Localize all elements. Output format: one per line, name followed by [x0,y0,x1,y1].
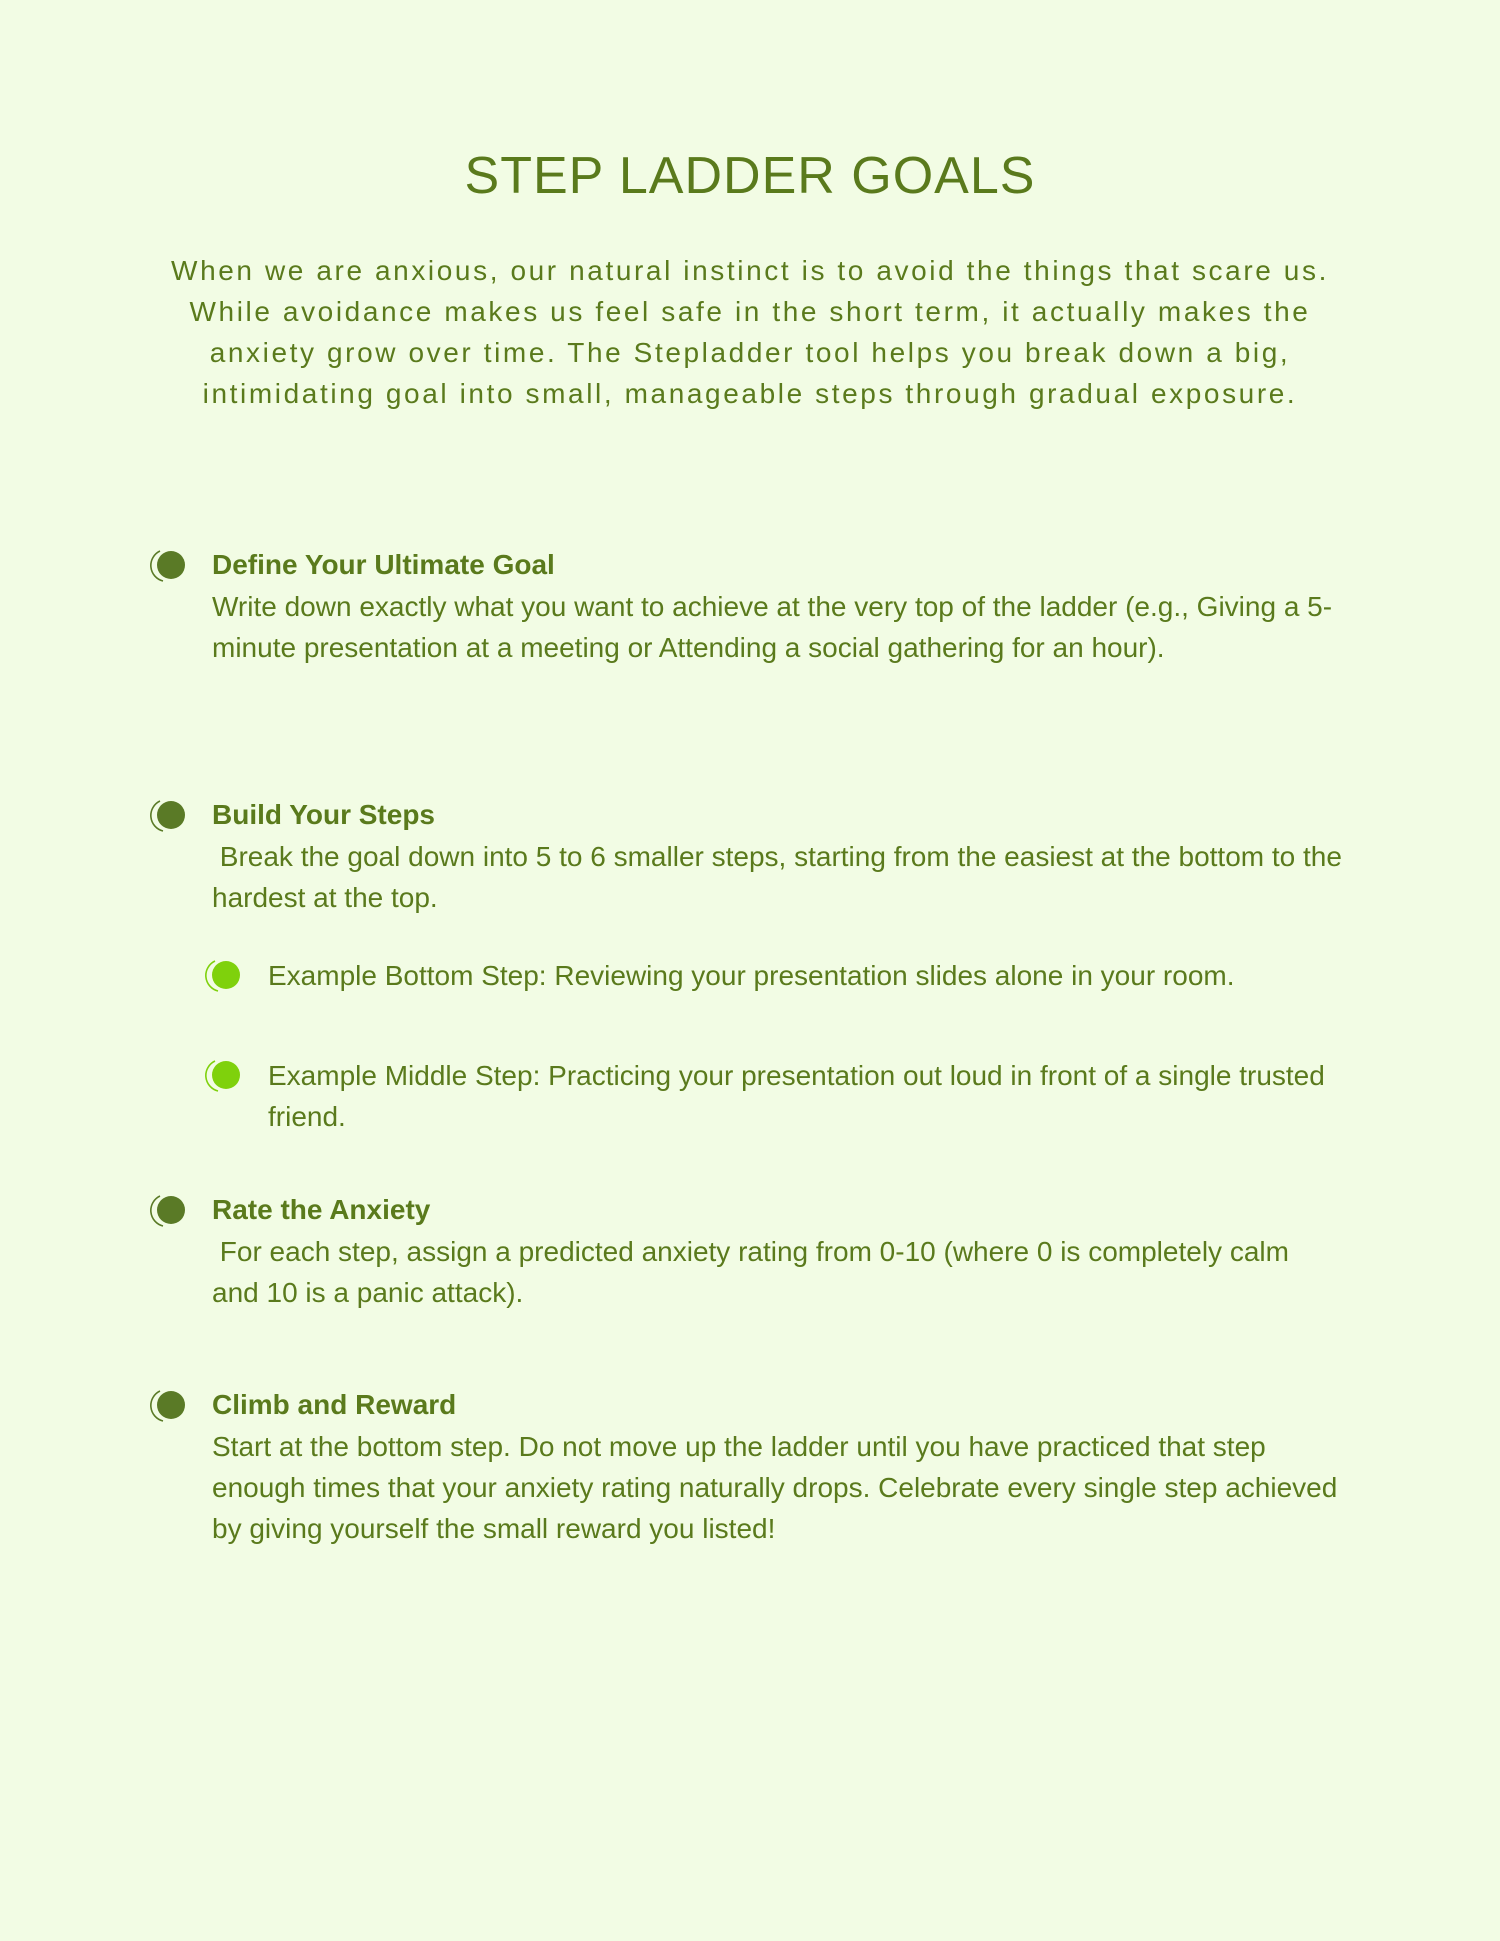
section-body: Break the goal down into 5 to 6 smaller steps, starting from the easiest at the bottom to the hardest at the top. [212,841,1350,913]
section-heading: Build Your Steps [212,799,435,830]
bullet-dark-icon [150,1190,190,1230]
example-text: Example Bottom Step: Reviewing your presentation slides alone in your room. [268,960,1235,991]
section-heading: Climb and Reward [212,1389,457,1420]
intro-paragraph: When we are anxious, our natural instinct is to avoid the things that scare us. While avoidance makes us feel safe in the short term, it actually makes the anxiety grow over time. The Stepladder tool helps you break down a big, intimidating goal into small, manageable steps through gradual exposure. [171,255,1329,409]
example-text: Example Middle Step: Practicing your presentation out loud in front of a single trusted friend. [268,1060,1325,1132]
section-body: Write down exactly what you want to achieve at the very top of the ladder (e.g., Giving a 5-minute presentation at a meeting or Attending a social gathering for an hour). [212,591,1333,663]
bullet-dark-icon [150,1385,190,1425]
section-heading: Rate the Anxiety [212,1194,431,1225]
bullet-dark-icon [150,545,190,585]
page-title: STEP LADDER GOALS [464,147,1036,205]
section-body: Start at the bottom step. Do not move up the ladder until you have practiced that step enough times that your anxiety rating naturally drops. Celebrate every single step achieved by giving yourself the small reward you listed! [212,1431,1346,1544]
section-heading: Define Your Ultimate Goal [212,549,555,580]
section-body: For each step, assign a predicted anxiety rating from 0-10 (where 0 is completely calm and 10 is a panic attack). [212,1236,1297,1308]
bullet-light-icon [205,955,245,995]
bullet-light-icon [205,1055,245,1095]
bullet-dark-icon [150,795,190,835]
